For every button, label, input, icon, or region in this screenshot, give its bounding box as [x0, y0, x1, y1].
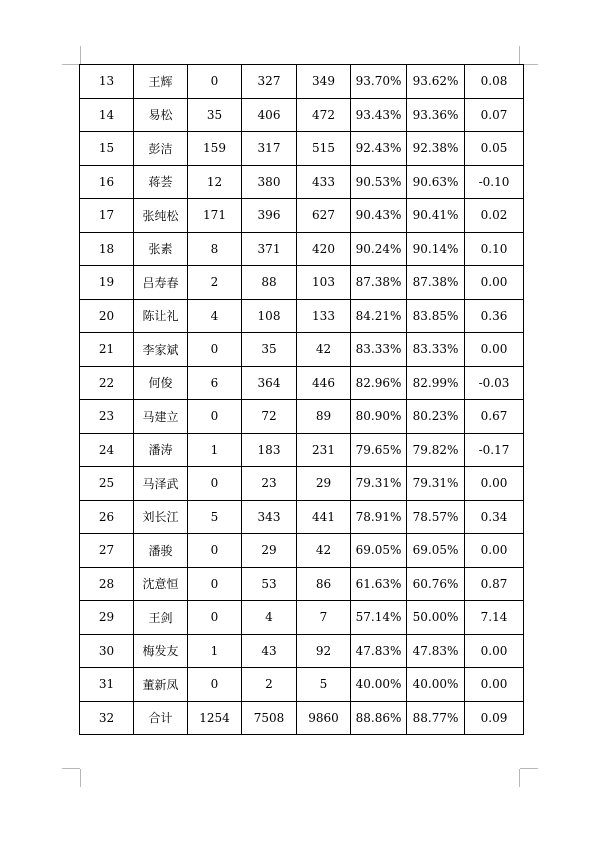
percent-cell: 90.43% — [351, 199, 407, 233]
table-row — [80, 534, 524, 568]
value-cell: 43 — [242, 634, 297, 668]
percent-cell: 92.38% — [407, 132, 465, 166]
value-cell: 92 — [297, 634, 351, 668]
name-cell: 陈让礼 — [134, 299, 188, 333]
value-cell: 371 — [242, 232, 297, 266]
table-body — [80, 65, 524, 735]
value-cell: 7 — [297, 601, 351, 635]
value-cell: 0 — [188, 567, 242, 601]
row-number-cell: 16 — [80, 165, 134, 199]
value-cell: 2 — [242, 668, 297, 702]
row-number-cell: 26 — [80, 500, 134, 534]
percent-cell: 80.90% — [351, 400, 407, 434]
row-number-cell: 24 — [80, 433, 134, 467]
row-number-cell: 22 — [80, 366, 134, 400]
value-cell: 35 — [188, 98, 242, 132]
value-cell: 433 — [297, 165, 351, 199]
difference-cell: 0.08 — [465, 65, 524, 99]
value-cell: 1 — [188, 433, 242, 467]
table-row — [80, 65, 524, 99]
name-cell: 王辉 — [134, 65, 188, 99]
value-cell: 103 — [297, 266, 351, 300]
table-row — [80, 366, 524, 400]
value-cell: 343 — [242, 500, 297, 534]
percent-cell: 90.63% — [407, 165, 465, 199]
row-number-cell: 31 — [80, 668, 134, 702]
percent-cell: 82.96% — [351, 366, 407, 400]
value-cell: 0 — [188, 400, 242, 434]
value-cell: 1254 — [188, 701, 242, 735]
difference-cell: 0.00 — [465, 266, 524, 300]
percent-cell: 93.43% — [351, 98, 407, 132]
name-cell: 张素 — [134, 232, 188, 266]
crop-mark-bottom-right — [520, 768, 538, 769]
percent-cell: 79.31% — [407, 467, 465, 501]
percent-cell: 78.91% — [351, 500, 407, 534]
table-row — [80, 232, 524, 266]
difference-cell: 0.67 — [465, 400, 524, 434]
difference-cell: 0.34 — [465, 500, 524, 534]
difference-cell: 0.87 — [465, 567, 524, 601]
value-cell: 29 — [242, 534, 297, 568]
table-row — [80, 500, 524, 534]
value-cell: 0 — [188, 333, 242, 367]
difference-cell: -0.17 — [465, 433, 524, 467]
value-cell: 88 — [242, 266, 297, 300]
row-number-cell: 29 — [80, 601, 134, 635]
value-cell: 53 — [242, 567, 297, 601]
percent-cell: 88.77% — [407, 701, 465, 735]
percent-cell: 69.05% — [351, 534, 407, 568]
value-cell: 159 — [188, 132, 242, 166]
value-cell: 5 — [188, 500, 242, 534]
percent-cell: 83.85% — [407, 299, 465, 333]
name-cell: 合计 — [134, 701, 188, 735]
difference-cell: 0.00 — [465, 333, 524, 367]
name-cell: 刘长江 — [134, 500, 188, 534]
value-cell: 364 — [242, 366, 297, 400]
name-cell: 潘骏 — [134, 534, 188, 568]
name-cell: 蒋荟 — [134, 165, 188, 199]
value-cell: 0 — [188, 467, 242, 501]
value-cell: 89 — [297, 400, 351, 434]
percent-cell: 90.41% — [407, 199, 465, 233]
row-number-cell: 18 — [80, 232, 134, 266]
value-cell: 23 — [242, 467, 297, 501]
value-cell: 441 — [297, 500, 351, 534]
percent-cell: 47.83% — [351, 634, 407, 668]
percent-cell: 80.23% — [407, 400, 465, 434]
value-cell: 396 — [242, 199, 297, 233]
row-number-cell: 21 — [80, 333, 134, 367]
percent-cell: 60.76% — [407, 567, 465, 601]
value-cell: 0 — [188, 534, 242, 568]
difference-cell: -0.03 — [465, 366, 524, 400]
difference-cell: 0.00 — [465, 634, 524, 668]
difference-cell: 0.00 — [465, 534, 524, 568]
statistics-table — [79, 64, 524, 735]
difference-cell: 0.00 — [465, 668, 524, 702]
value-cell: 5 — [297, 668, 351, 702]
percent-cell: 79.31% — [351, 467, 407, 501]
percent-cell: 50.00% — [407, 601, 465, 635]
name-cell: 王剑 — [134, 601, 188, 635]
row-number-cell: 14 — [80, 98, 134, 132]
value-cell: 380 — [242, 165, 297, 199]
percent-cell: 87.38% — [407, 266, 465, 300]
table-row — [80, 567, 524, 601]
percent-cell: 69.05% — [407, 534, 465, 568]
value-cell: 231 — [297, 433, 351, 467]
percent-cell: 47.83% — [407, 634, 465, 668]
value-cell: 42 — [297, 333, 351, 367]
value-cell: 1 — [188, 634, 242, 668]
difference-cell: 0.10 — [465, 232, 524, 266]
difference-cell: 0.07 — [465, 98, 524, 132]
row-number-cell: 30 — [80, 634, 134, 668]
row-number-cell: 28 — [80, 567, 134, 601]
percent-cell: 93.36% — [407, 98, 465, 132]
percent-cell: 90.53% — [351, 165, 407, 199]
crop-mark-bottom-left — [80, 769, 81, 787]
name-cell: 李家斌 — [134, 333, 188, 367]
value-cell: 0 — [188, 65, 242, 99]
percent-cell: 79.82% — [407, 433, 465, 467]
table-row — [80, 601, 524, 635]
percent-cell: 61.63% — [351, 567, 407, 601]
percent-cell: 88.86% — [351, 701, 407, 735]
row-number-cell: 17 — [80, 199, 134, 233]
percent-cell: 82.99% — [407, 366, 465, 400]
percent-cell: 90.24% — [351, 232, 407, 266]
percent-cell: 40.00% — [351, 668, 407, 702]
value-cell: 9860 — [297, 701, 351, 735]
percent-cell: 92.43% — [351, 132, 407, 166]
table-row — [80, 199, 524, 233]
difference-cell: 0.36 — [465, 299, 524, 333]
difference-cell: 0.09 — [465, 701, 524, 735]
value-cell: 12 — [188, 165, 242, 199]
name-cell: 董新凤 — [134, 668, 188, 702]
percent-cell: 40.00% — [407, 668, 465, 702]
percent-cell: 79.65% — [351, 433, 407, 467]
value-cell: 133 — [297, 299, 351, 333]
percent-cell: 84.21% — [351, 299, 407, 333]
value-cell: 515 — [297, 132, 351, 166]
crop-mark-top-right — [519, 46, 520, 64]
value-cell: 171 — [188, 199, 242, 233]
table-row — [80, 433, 524, 467]
row-number-cell: 32 — [80, 701, 134, 735]
table-row — [80, 333, 524, 367]
difference-cell: 0.02 — [465, 199, 524, 233]
row-number-cell: 15 — [80, 132, 134, 166]
value-cell: 0 — [188, 668, 242, 702]
percent-cell: 90.14% — [407, 232, 465, 266]
row-number-cell: 25 — [80, 467, 134, 501]
value-cell: 317 — [242, 132, 297, 166]
crop-mark-top-left — [62, 64, 80, 65]
percent-cell: 93.70% — [351, 65, 407, 99]
value-cell: 6 — [188, 366, 242, 400]
value-cell: 35 — [242, 333, 297, 367]
difference-cell: 0.05 — [465, 132, 524, 166]
value-cell: 420 — [297, 232, 351, 266]
value-cell: 8 — [188, 232, 242, 266]
row-number-cell: 20 — [80, 299, 134, 333]
percent-cell: 78.57% — [407, 500, 465, 534]
percent-cell: 83.33% — [407, 333, 465, 367]
value-cell: 4 — [242, 601, 297, 635]
difference-cell: 7.14 — [465, 601, 524, 635]
percent-cell: 87.38% — [351, 266, 407, 300]
table-row — [80, 165, 524, 199]
table-row — [80, 132, 524, 166]
value-cell: 446 — [297, 366, 351, 400]
row-number-cell: 19 — [80, 266, 134, 300]
name-cell: 马泽武 — [134, 467, 188, 501]
table-row — [80, 400, 524, 434]
percent-cell: 57.14% — [351, 601, 407, 635]
percent-cell: 93.62% — [407, 65, 465, 99]
name-cell: 易松 — [134, 98, 188, 132]
name-cell: 马建立 — [134, 400, 188, 434]
crop-mark-top-left — [80, 46, 81, 64]
value-cell: 7508 — [242, 701, 297, 735]
name-cell: 梅发友 — [134, 634, 188, 668]
value-cell: 406 — [242, 98, 297, 132]
value-cell: 183 — [242, 433, 297, 467]
value-cell: 0 — [188, 601, 242, 635]
crop-mark-bottom-left — [62, 768, 80, 769]
table-row — [80, 467, 524, 501]
value-cell: 4 — [188, 299, 242, 333]
table-row — [80, 668, 524, 702]
value-cell: 42 — [297, 534, 351, 568]
value-cell: 627 — [297, 199, 351, 233]
table-row — [80, 634, 524, 668]
row-number-cell: 13 — [80, 65, 134, 99]
value-cell: 472 — [297, 98, 351, 132]
value-cell: 2 — [188, 266, 242, 300]
value-cell: 108 — [242, 299, 297, 333]
name-cell: 彭洁 — [134, 132, 188, 166]
crop-mark-bottom-right — [519, 769, 520, 787]
percent-cell: 83.33% — [351, 333, 407, 367]
table-row — [80, 98, 524, 132]
value-cell: 349 — [297, 65, 351, 99]
name-cell: 吕寿春 — [134, 266, 188, 300]
name-cell: 张纯松 — [134, 199, 188, 233]
table-row — [80, 701, 524, 735]
value-cell: 327 — [242, 65, 297, 99]
name-cell: 沈意恒 — [134, 567, 188, 601]
value-cell: 29 — [297, 467, 351, 501]
row-number-cell: 23 — [80, 400, 134, 434]
name-cell: 潘涛 — [134, 433, 188, 467]
value-cell: 72 — [242, 400, 297, 434]
name-cell: 何俊 — [134, 366, 188, 400]
table-row — [80, 266, 524, 300]
table-row — [80, 299, 524, 333]
value-cell: 86 — [297, 567, 351, 601]
row-number-cell: 27 — [80, 534, 134, 568]
difference-cell: 0.00 — [465, 467, 524, 501]
difference-cell: -0.10 — [465, 165, 524, 199]
